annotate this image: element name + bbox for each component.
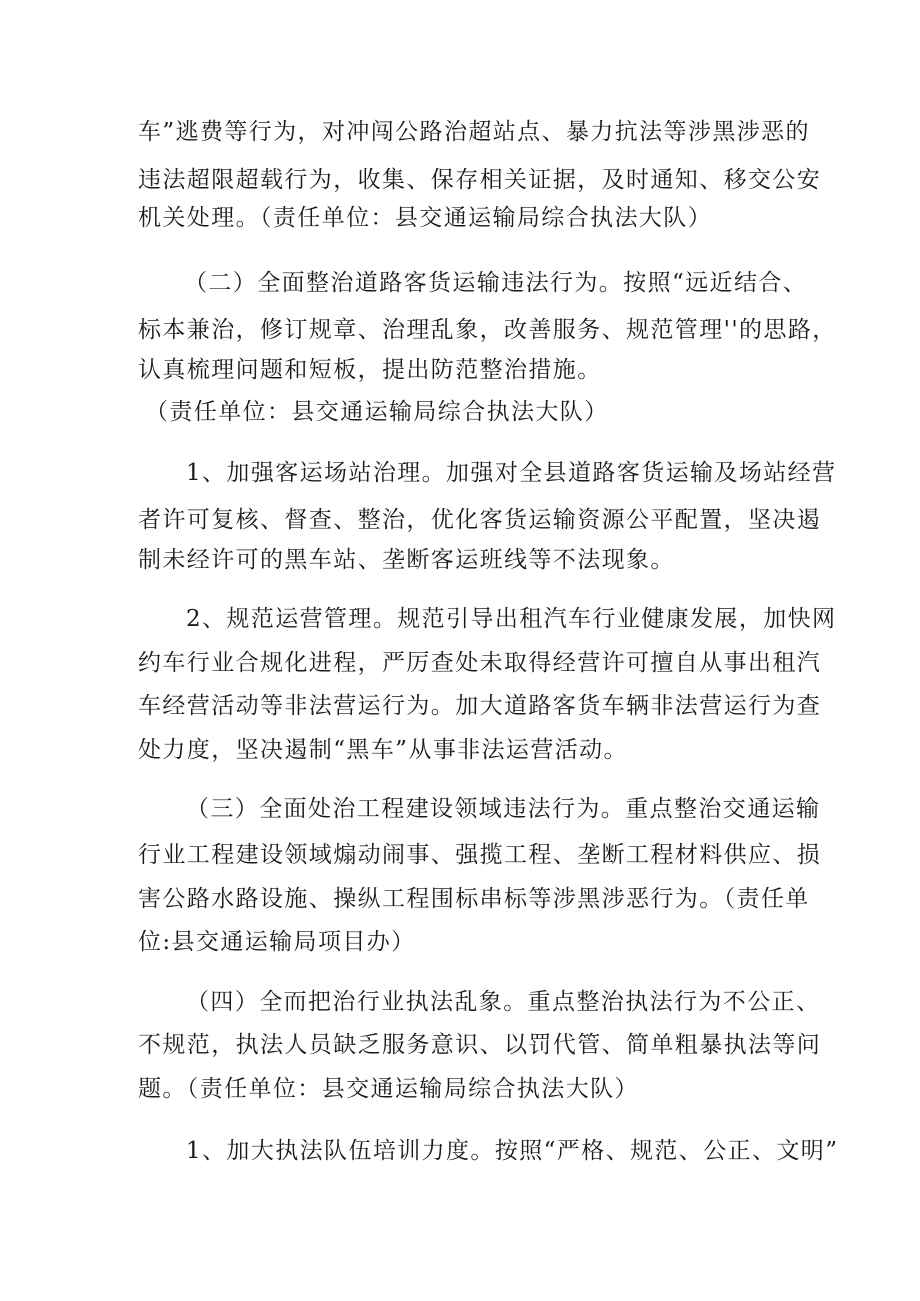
paragraph-line: （三）全面处治工程建设领域违法行为。重点整治交通运输 xyxy=(186,796,821,822)
paragraph-line: 标本兼治，修订规章、治理乱象，改善服务、规范管理''的思路， xyxy=(138,317,837,343)
paragraph-line: 位:县交通运输局项目办） xyxy=(138,929,416,955)
paragraph-line: 1、加强客运场站治理。加强对全县道路客货运输及场站经营 xyxy=(186,460,837,486)
paragraph-line: （责任单位：县交通运输局综合执法大队） xyxy=(145,399,609,425)
paragraph-line: 约车行业合规化进程，严厉查处未取得经营许可擅自从事出租汽 xyxy=(138,650,822,676)
paragraph-line: （四）全而把治行业执法乱象。重点整治执法行为不公正、 xyxy=(186,989,821,1015)
paragraph-line: 机关处理。（责任单位：县交通运输局综合执法大队） xyxy=(138,205,713,231)
paragraph-line: 认真梳理问题和短板，提出防范整治措施。 xyxy=(138,357,602,383)
paragraph-line: （二）全面整治道路客货运输违法行为。按照“远近结合、 xyxy=(184,270,808,296)
paragraph-line: 制未经许可的黑车站、垄断客运班线等不法现象。 xyxy=(138,547,675,573)
paragraph-line: 处力度，坚决遏制“黑车”从事非法运营活动。 xyxy=(138,737,628,763)
paragraph-line: 2、规范运营管理。规范引导出租汽车行业健康发展，加快网 xyxy=(186,606,837,632)
paragraph-line: 行业工程建设领域煽动闹事、强揽工程、垄断工程材料供应、损 xyxy=(138,842,822,868)
paragraph-line: 害公路水路设施、操纵工程围标串标等涉黑涉恶行为。（责任单 xyxy=(138,886,810,912)
paragraph-line: 题。（责任单位：县交通运输局综合执法大队） xyxy=(138,1076,639,1102)
paragraph-line: 车”逃费等行为，对冲闯公路治超站点、暴力抗法等涉黑涉恶的 xyxy=(138,119,810,145)
paragraph-line: 违法超限超载行为，收集、保存相关证据，及时通知、移交公安 xyxy=(138,167,822,193)
paragraph-line: 不规范，执法人员缺乏服务意识、以罚代管、简单粗暴执法等问 xyxy=(138,1032,822,1058)
paragraph-line: 车经营活动等非法营运行为。加大道路客货车辆非法营运行为查 xyxy=(138,693,822,719)
paragraph-line: 1、加大执法队伍培训力度。按照“严格、规范、公正、文明” xyxy=(186,1138,839,1164)
paragraph-line: 者许可复核、督查、整治，优化客货运输资源公平配置，坚决遏 xyxy=(138,507,822,533)
